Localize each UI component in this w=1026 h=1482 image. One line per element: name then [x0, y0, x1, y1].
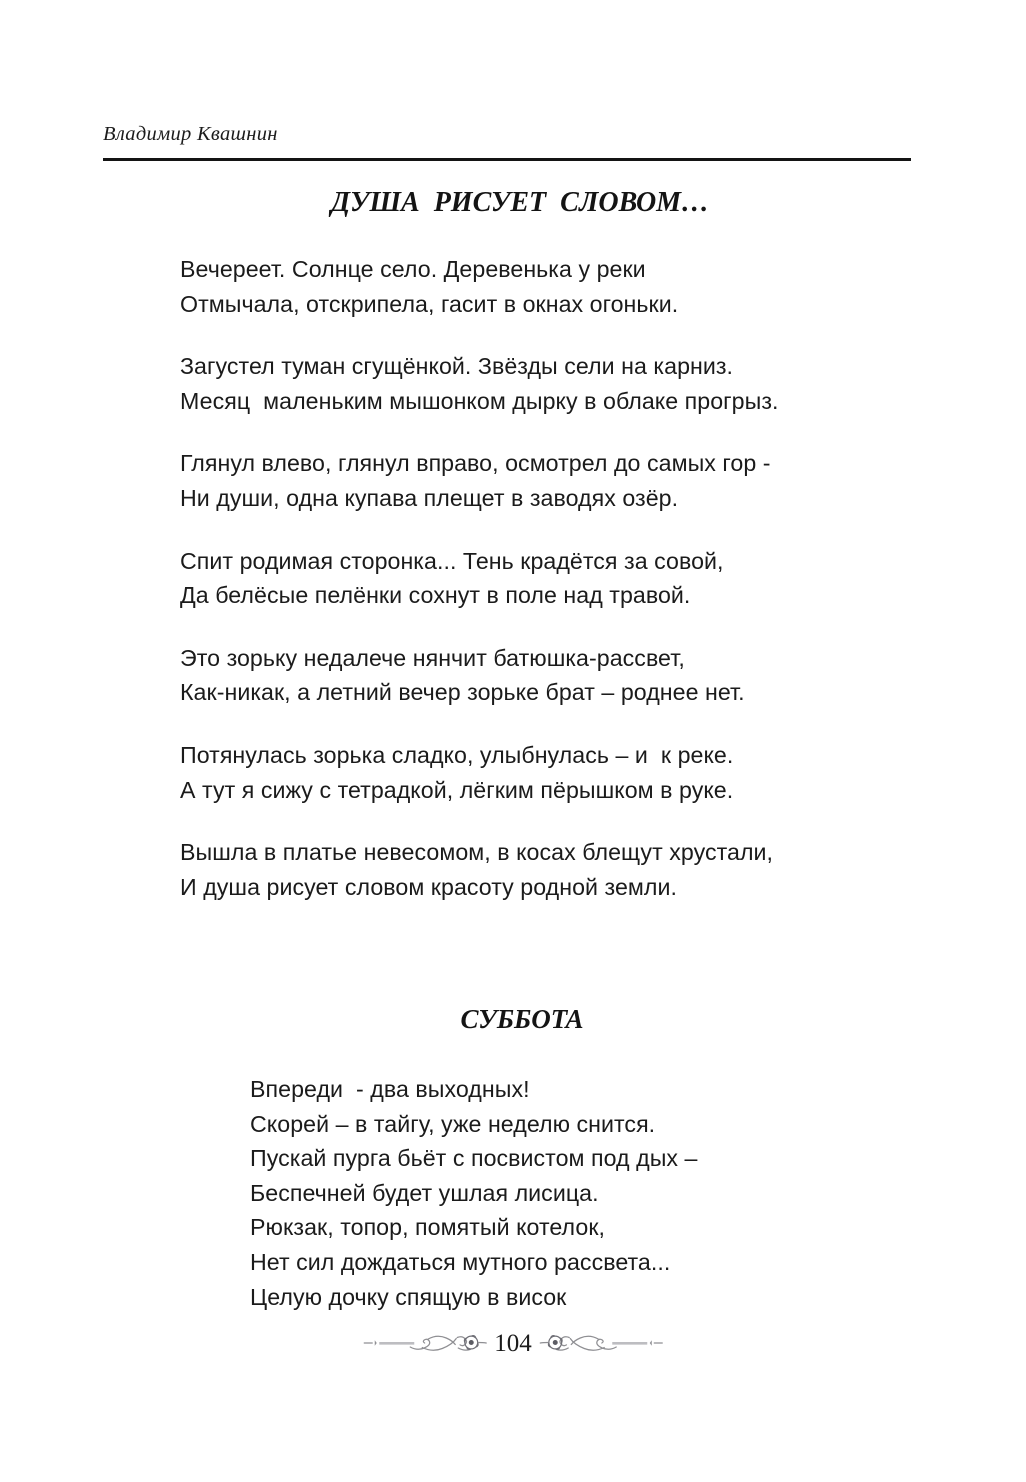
- footer-ornament: [358, 1326, 668, 1360]
- stanza: [180, 641, 779, 710]
- verse-line: Целую дочку спящую в висок: [250, 1283, 567, 1310]
- verse-line: Спит родимая сторонка... Тень крадётся за совой,: [180, 547, 724, 574]
- verse-line: Да белёсые пелёнки сохнут в поле над травой.: [180, 582, 691, 609]
- stanza: [180, 252, 779, 321]
- verse-line: Вечереет. Солнце село. Деревенька у реки: [180, 256, 646, 282]
- poem-body-1: [180, 252, 779, 904]
- stanza: [180, 349, 779, 418]
- stanza: [180, 738, 779, 807]
- poem-body-2: [250, 1072, 698, 1314]
- verse-line: Рюкзак, топор, помятый котелок,: [250, 1214, 606, 1241]
- verse-line: Глянул влево, глянул вправо, осмотрел до самых гор -: [180, 450, 771, 477]
- verse-line: Загустел туман сгущёнкой. Звёзды сели на карниз.: [180, 353, 734, 380]
- header-divider-rule: [103, 158, 911, 161]
- stanza: [180, 446, 779, 515]
- poem-title-1: ДУША РИСУЕТ СЛОВОМ…: [330, 187, 710, 218]
- stanza: [250, 1072, 698, 1314]
- verse-line: И душа рисует словом красоту родной земли.: [180, 873, 677, 900]
- poem-title-2: СУББОТА: [460, 1004, 584, 1034]
- verse-line: Скорей – в тайгу, уже неделю снится.: [250, 1110, 656, 1137]
- stanza: [180, 835, 779, 904]
- verse-line: Впереди - два выходных!: [250, 1076, 530, 1102]
- verse-line: Нет сил дождаться мутного рассвета...: [250, 1248, 671, 1275]
- page-number: 104: [494, 1329, 532, 1357]
- verse-line: Ни души, одна купава плещет в заводях озёр.: [180, 484, 679, 511]
- verse-line: Месяц маленьким мышонком дырку в облаке прогрыз.: [180, 387, 779, 414]
- verse-line: Пускай пурга бьёт с посвистом под дых –: [250, 1145, 698, 1172]
- verse-line: Отмычала, отскрипела, гасит в окнах огоньки.: [180, 290, 679, 317]
- verse-line: Потянулась зорька сладко, улыбнулась – и к реке.: [180, 741, 734, 768]
- verse-line: Как-никак, а летний вечер зорьке брат – роднее нет.: [180, 679, 745, 706]
- verse-line: Беспечней будет ушлая лисица.: [250, 1179, 599, 1206]
- flourish-right-icon: [533, 1326, 668, 1360]
- stanza: [180, 544, 779, 613]
- flourish-left-icon: [358, 1326, 493, 1360]
- page-footer: [0, 1326, 1026, 1374]
- running-head-author: Владимир Квашнин: [103, 123, 278, 145]
- verse-line: А тут я сижу с тетрадкой, лёгким пёрышком в руке.: [180, 776, 734, 803]
- verse-line: Вышла в платье невесомом, в косах блещут хрустали,: [180, 839, 774, 866]
- verse-line: Это зорьку недалече нянчит батюшка-рассвет,: [180, 644, 685, 671]
